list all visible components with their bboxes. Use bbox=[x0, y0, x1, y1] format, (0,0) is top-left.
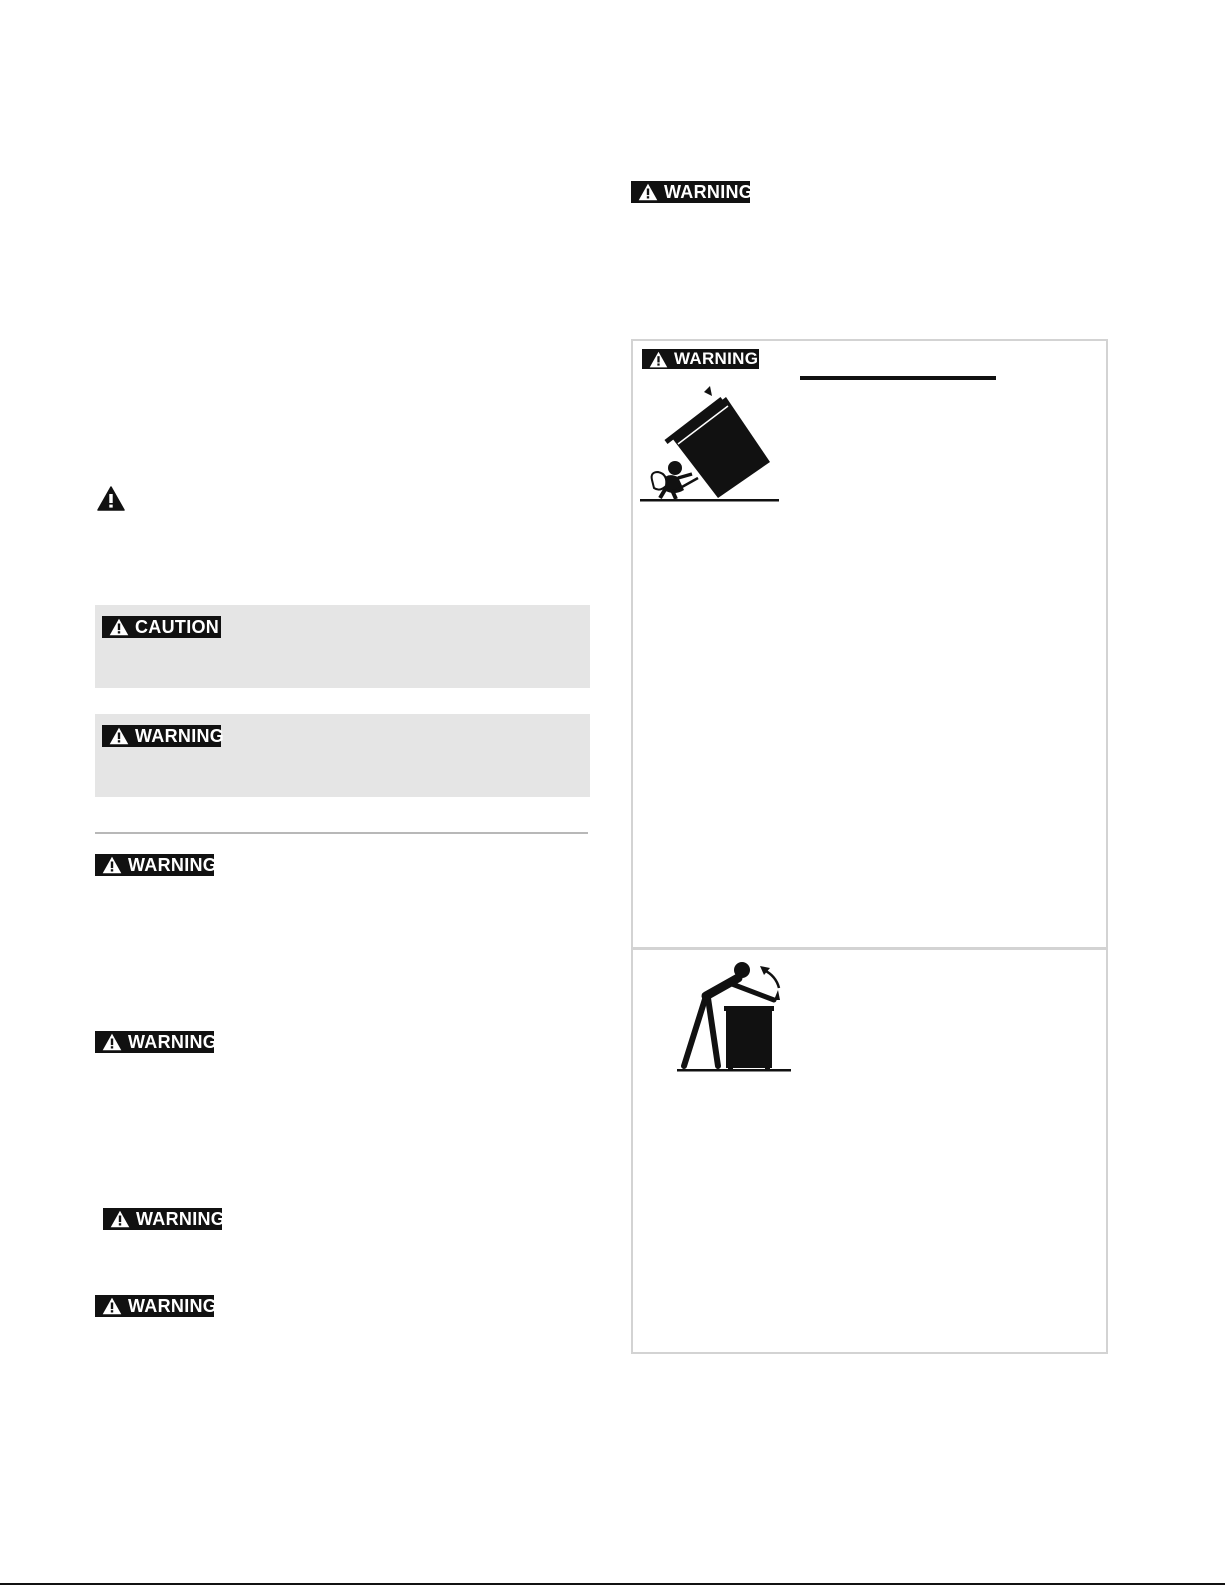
section-divider bbox=[95, 832, 588, 834]
alert-triangle-icon bbox=[638, 183, 658, 201]
caution-label bbox=[102, 616, 221, 638]
anti-tip-check-icon bbox=[676, 960, 792, 1074]
warning-label-2 bbox=[95, 1031, 218, 1053]
alert-triangle-icon bbox=[110, 1210, 130, 1228]
alert-triangle-icon bbox=[109, 618, 129, 636]
warning-label-shaded bbox=[102, 725, 225, 747]
warning-label-text: WARNING bbox=[128, 1295, 218, 1316]
alert-triangle-icon bbox=[102, 1297, 122, 1315]
alert-triangle-icon bbox=[109, 727, 129, 745]
warning-label-text: WARNING bbox=[674, 349, 759, 368]
tip-over-hazard-icon bbox=[638, 380, 780, 506]
warning-label-right-top bbox=[631, 181, 754, 203]
caution-label-text: CAUTION bbox=[135, 616, 220, 637]
warning-label-text: WARNING bbox=[128, 1031, 218, 1052]
warning-label-text: WARNING bbox=[135, 725, 225, 746]
warning-label-text: WARNING bbox=[664, 181, 754, 202]
warning-label-1 bbox=[95, 854, 218, 876]
panel-title-rule bbox=[800, 376, 996, 380]
warning-label-3 bbox=[103, 1208, 226, 1230]
warning-label-text: WARNING bbox=[136, 1208, 226, 1229]
safety-alert-icon bbox=[97, 486, 125, 511]
warning-label-panel bbox=[642, 349, 759, 369]
alert-triangle-icon bbox=[649, 351, 668, 368]
alert-triangle-icon bbox=[102, 1033, 122, 1051]
warning-label-text: WARNING bbox=[128, 854, 218, 875]
warning-label-4 bbox=[95, 1295, 218, 1317]
panel-divider bbox=[633, 947, 1106, 950]
alert-triangle-icon bbox=[102, 856, 122, 874]
